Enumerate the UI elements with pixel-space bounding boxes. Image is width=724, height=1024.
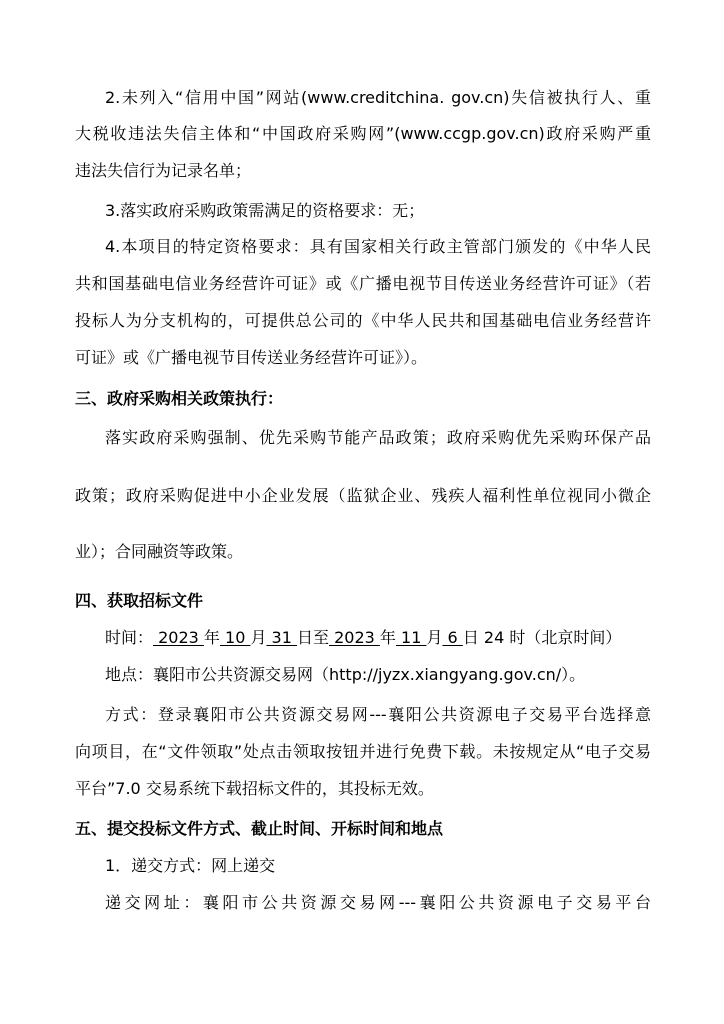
paragraph-line: 违法失信行为记录名单；: [75, 161, 252, 180]
month-char: 月: [250, 628, 267, 647]
section-heading: 四、获取招标文件: [75, 591, 204, 610]
paragraph-line: 递交网址：襄阳市公共资源交易网---襄阳公共资源电子交易平台: [105, 893, 651, 912]
time-tail: 日 24 时（北京时间）: [462, 628, 622, 647]
end-year-char: 年: [379, 628, 396, 647]
day-to: 日至: [297, 628, 330, 647]
paragraph-line: 向项目，在“文件领取”处点击领取按钮并进行免费下载。未按规定从“电子交易: [75, 742, 651, 761]
paragraph-line: 1．递交方式：网上递交: [105, 856, 276, 875]
time-label: 时间：: [105, 628, 154, 647]
time-line: [105, 626, 681, 650]
paragraph-line: 政策；政府采购促进中小企业发展（监狱企业、残疾人福利性单位视同小微企: [75, 486, 651, 505]
start-day: 31: [266, 628, 297, 647]
place-line: 地点：襄阳市公共资源交易网（http://jyzx.xiangyang.gov.cn/）。: [105, 665, 586, 684]
end-day: 6: [442, 628, 463, 647]
paragraph-line: 方式：登录襄阳市公共资源交易网---襄阳公共资源电子交易平台选择意: [105, 705, 651, 724]
section-heading: 三、政府采购相关政策执行：: [75, 389, 284, 408]
year-char: 年: [203, 628, 220, 647]
paragraph-line: 落实政府采购强制、优先采购节能产品政策；政府采购优先采购环保产品: [105, 428, 651, 447]
paragraph-line: 2.未列入“信用中国”网站(www.creditchina. gov.cn)失信被执行人、重: [105, 88, 651, 107]
paragraph-line: 平台”7.0 交易系统下载招标文件的，其投标无效。: [75, 779, 434, 798]
end-month: 11: [395, 628, 427, 647]
paragraph-line: 4.本项目的特定资格要求：具有国家相关行政主管部门颁发的《中华人民: [105, 237, 651, 256]
paragraph-line: 共和国基础电信业务经营许可证》或《广播电视节目传送业务经营许可证》（若: [75, 274, 651, 293]
paragraph-line: 3.落实政府采购政策需满足的资格要求：无；: [105, 201, 425, 220]
section-heading: 五、提交投标文件方式、截止时间、开标时间和地点: [75, 819, 444, 838]
start-month: 10: [219, 628, 251, 647]
end-month-char: 月: [426, 628, 443, 647]
paragraph-line: 可证》或《广播电视节目传送业务经营许可证》）。: [75, 348, 428, 367]
paragraph-line: 业）；合同融资等政策。: [75, 542, 244, 561]
paragraph-line: 大税收违法失信主体和“中国政府采购网”(www.ccgp.gov.cn)政府采购严重: [75, 124, 651, 143]
paragraph-line: 投标人为分支机构的，可提供总公司的《中华人民共和国基础电信业务经营许: [75, 311, 651, 330]
start-year: 2023: [153, 628, 204, 647]
end-year: 2023: [329, 628, 380, 647]
